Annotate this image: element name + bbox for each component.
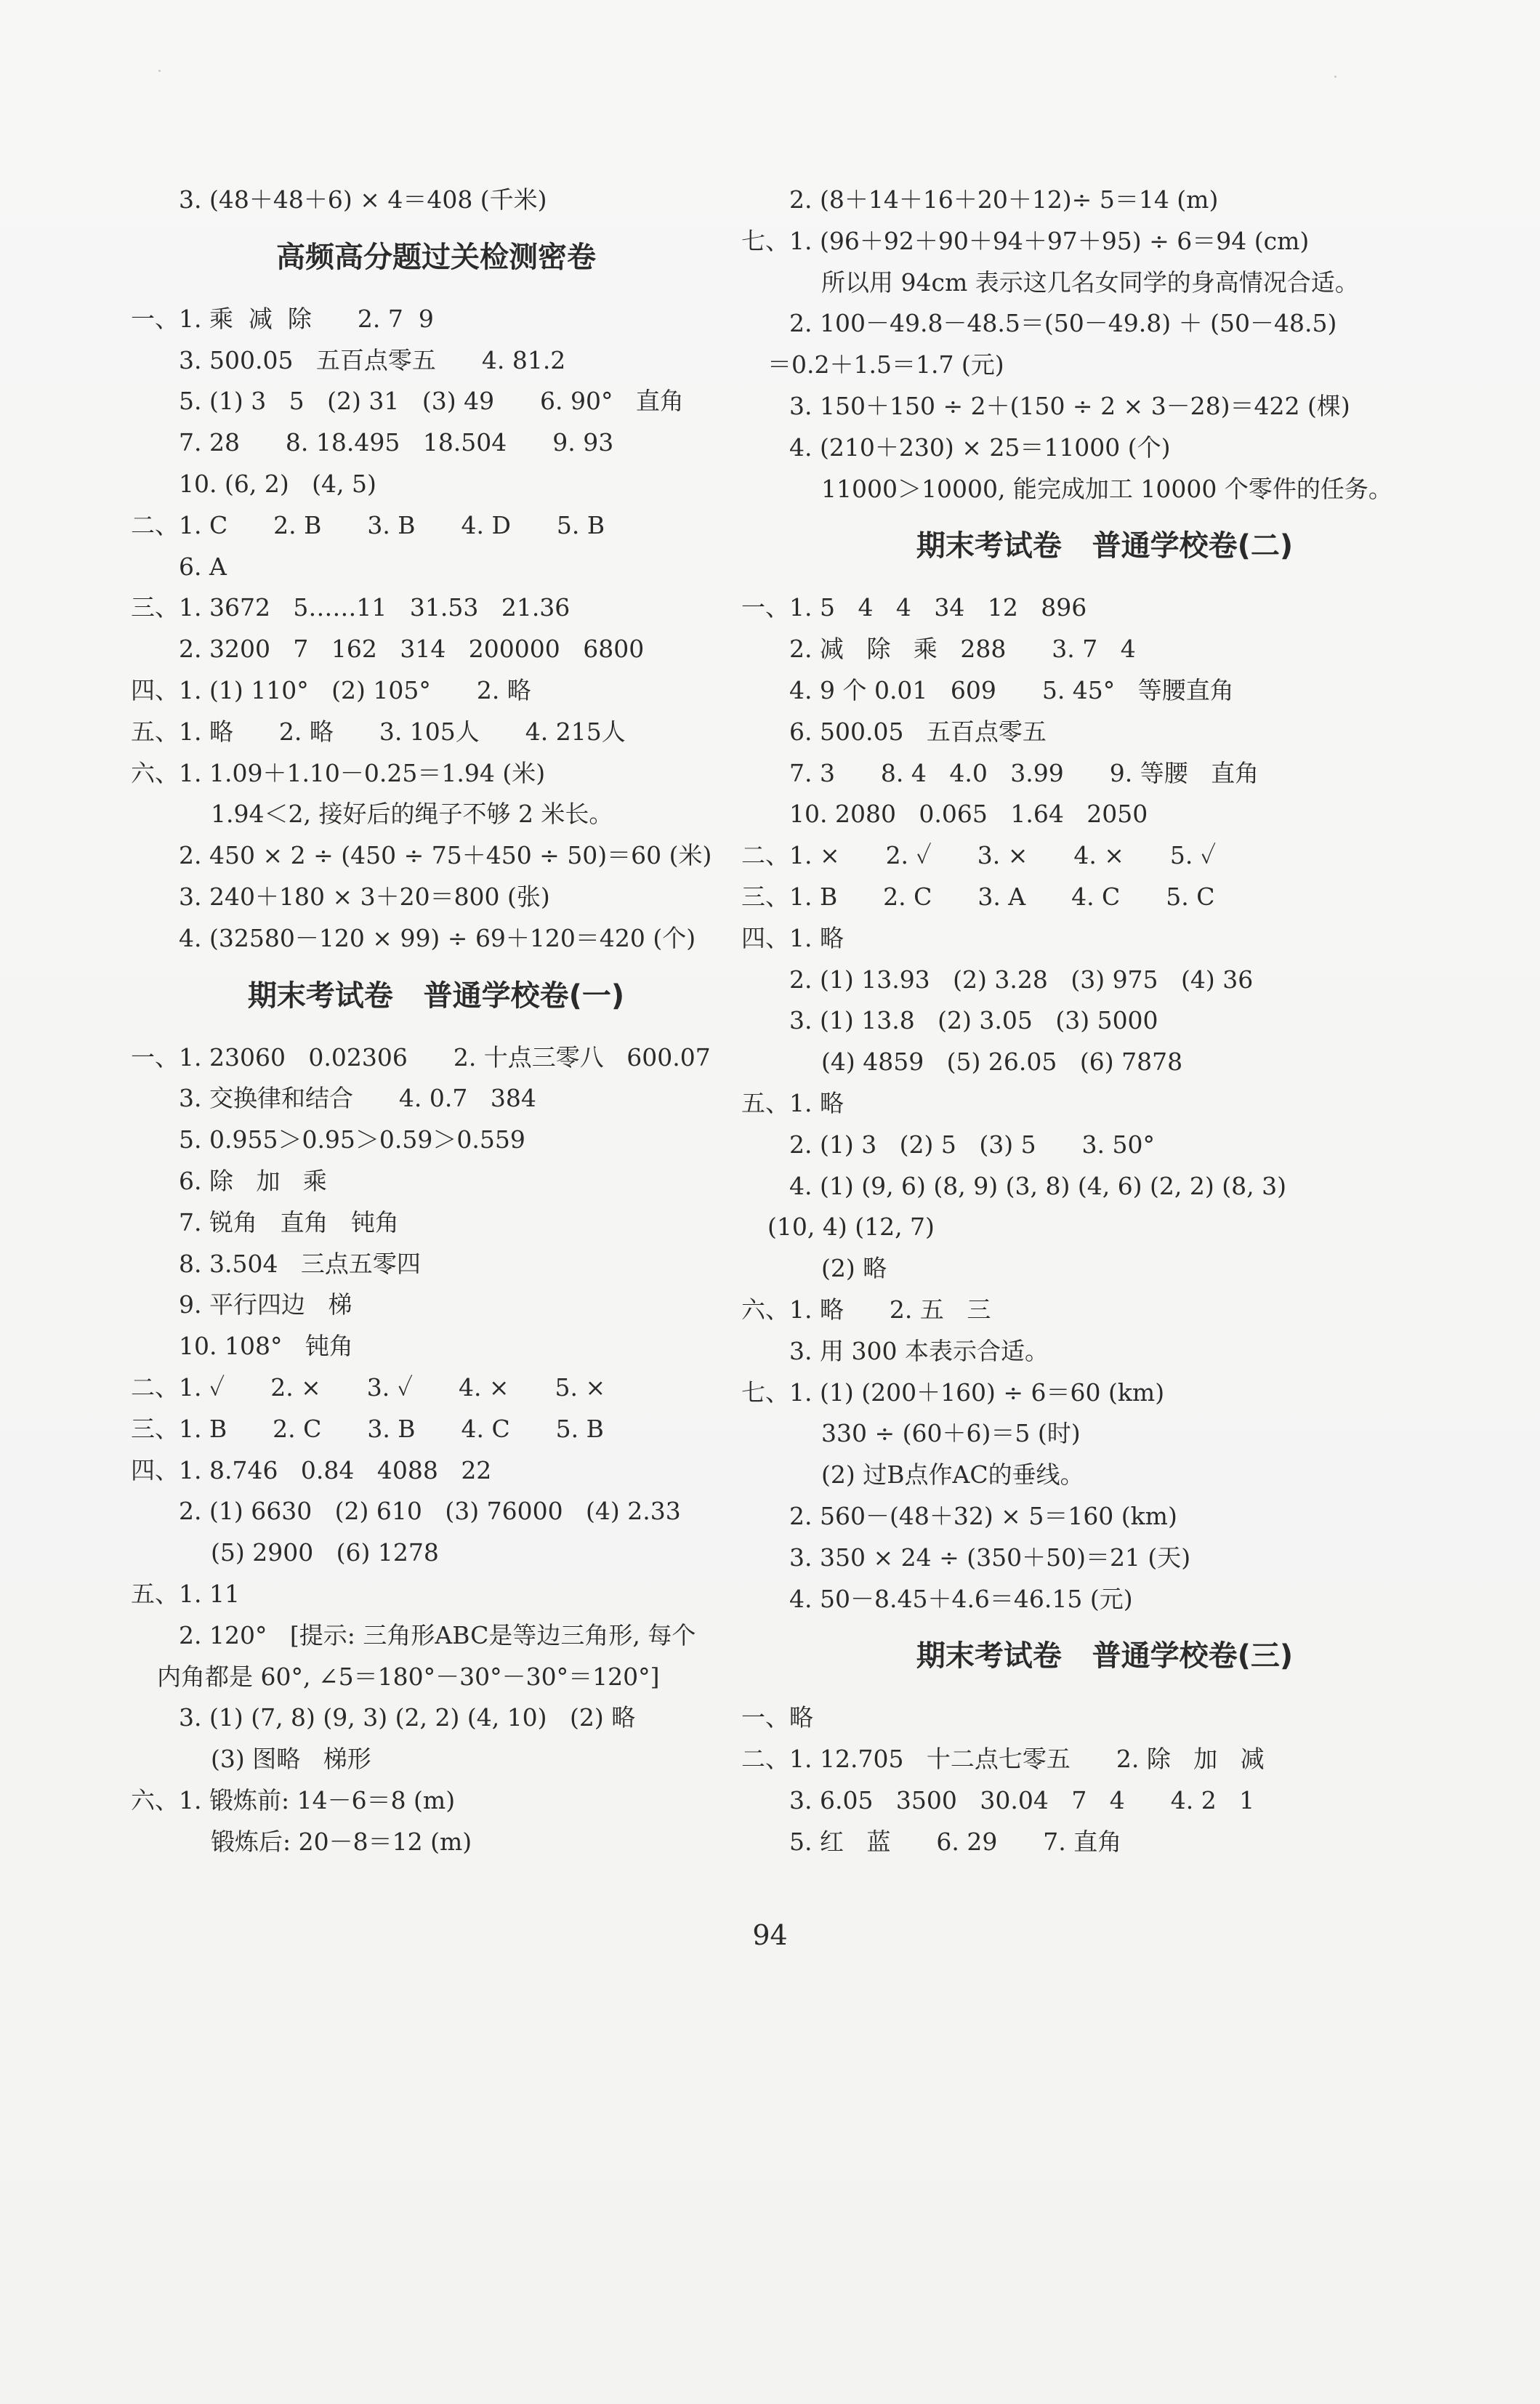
answer-line: 2. 450 × 2 ÷ (450 ÷ 75＋450 ÷ 50)＝60 (米) <box>179 841 712 870</box>
answer-line: (5) 2900 (6) 1278 <box>211 1538 439 1567</box>
section-heading: 高频高分题过关检测密卷 <box>276 240 596 274</box>
answer-line: 六、1. 锻炼前: 14－6＝8 (m) <box>131 1786 456 1814</box>
answer-line: 7. 锐角 直角 钝角 <box>179 1207 399 1237</box>
answer-line: 4. (210＋230) × 25＝11000 (个) <box>789 433 1171 462</box>
answer-line: 锻炼后: 20－8＝12 (m) <box>211 1827 472 1856</box>
answer-line: 6. 除 加 乘 <box>179 1167 327 1195</box>
answer-line: (3) 图略 梯形 <box>211 1745 371 1774</box>
answer-line: 3. (1) (7, 8) (9, 3) (2, 2) (4, 10) (2) 略 <box>179 1703 636 1732</box>
answer-line: 8. 3.504 三点五零四 <box>179 1249 421 1278</box>
answer-line: 二、1. 12.705 十二点七零五 2. 除 加 减 <box>741 1745 1265 1774</box>
answer-line: 四、1. 略 <box>741 923 844 952</box>
answer-line: (2) 过B点作AC的垂线。 <box>821 1460 1084 1490</box>
answer-line: 所以用 94cm 表示这几名女同学的身高情况合适。 <box>821 268 1359 297</box>
answer-line: 二、1. ✓ 2. × 3. ✓ 4. × 5. × <box>131 1373 606 1402</box>
answer-line: 3. 150＋150 ÷ 2＋(150 ÷ 2 × 3－28)＝422 (棵) <box>789 392 1350 420</box>
scan-speck <box>158 70 161 72</box>
answer-line: 4. (32580－120 × 99) ÷ 69＋120＝420 (个) <box>179 923 696 952</box>
answer-line: 一、1. 5 4 4 34 12 896 <box>741 593 1087 622</box>
answer-line: 三、1. B 2. C 3. B 4. C 5. B <box>131 1414 604 1443</box>
scan-speck <box>1334 76 1337 78</box>
answer-line: 七、1. (1) (200＋160) ÷ 6＝60 (km) <box>741 1378 1165 1407</box>
answer-line: 四、1. 8.746 0.84 4088 22 <box>131 1455 492 1484</box>
answer-line: 二、1. × 2. ✓ 3. × 4. × 5. ✓ <box>741 841 1217 870</box>
answer-line: 六、1. 略 2. 五 三 <box>741 1295 991 1324</box>
answer-line: 2. 减 除 乘 288 3. 7 4 <box>789 635 1136 664</box>
answer-line: 二、1. C 2. B 3. B 4. D 5. B <box>131 510 605 539</box>
answer-line: 330 ÷ (60＋6)＝5 (时) <box>821 1419 1081 1448</box>
answer-line: 1.94＜2, 接好后的绳子不够 2 米长。 <box>211 800 613 829</box>
answer-line: 一、略 <box>741 1703 813 1732</box>
answer-line: 4. 9 个 0.01 609 5. 45° 等腰直角 <box>789 676 1234 704</box>
answer-line: 3. (1) 13.8 (2) 3.05 (3) 5000 <box>789 1006 1158 1035</box>
answer-line: 10. (6, 2) (4, 5) <box>179 470 376 498</box>
section-heading: 期末考试卷 普通学校卷(三) <box>916 1639 1294 1673</box>
answer-line: 6. 500.05 五百点零五 <box>789 717 1047 746</box>
answer-line: 2. 100－49.8－48.5＝(50－49.8) ＋ (50－48.5) <box>789 309 1337 338</box>
answer-line: 7. 3 8. 4 4.0 3.99 9. 等腰 直角 <box>789 758 1259 787</box>
answer-line: 2. (1) 6630 (2) 610 (3) 76000 (4) 2.33 <box>179 1497 681 1526</box>
answer-line: 3. 交换律和结合 4. 0.7 384 <box>179 1084 536 1113</box>
answer-line: ＝0.2＋1.5＝1.7 (元) <box>767 350 1004 379</box>
answer-line: 10. 108° 钝角 <box>179 1332 353 1361</box>
answer-line: 一、1. 乘 减 除 2. 7 9 <box>131 304 434 333</box>
answer-line: 2. 3200 7 162 314 200000 6800 <box>179 635 645 664</box>
answer-line: 10. 2080 0.065 1.64 2050 <box>789 800 1148 829</box>
answer-line: 内角都是 60°, ∠5＝180°－30°－30°＝120°] <box>157 1662 660 1691</box>
answer-line: (10, 4) (12, 7) <box>767 1213 935 1242</box>
answer-line: 3. 240＋180 × 3＋20＝800 (张) <box>179 883 550 911</box>
section-heading: 期末考试卷 普通学校卷(一) <box>247 978 625 1013</box>
answer-line: 2. (1) 3 (2) 5 (3) 5 3. 50° <box>789 1130 1156 1159</box>
answer-line: 3. 500.05 五百点零五 4. 81.2 <box>179 345 566 374</box>
answer-line: 4. 50－8.45＋4.6＝46.15 (元) <box>789 1584 1133 1613</box>
page-number: 94 <box>752 1919 788 1951</box>
answer-line: 3. 6.05 3500 30.04 7 4 4. 2 1 <box>789 1786 1255 1814</box>
answer-line: 3. 用 300 本表示合适。 <box>789 1336 1049 1365</box>
answer-line: 7. 28 8. 18.495 18.504 9. 93 <box>179 428 614 457</box>
answer-line: (4) 4859 (5) 26.05 (6) 7878 <box>821 1048 1183 1077</box>
section-heading: 期末考试卷 普通学校卷(二) <box>916 529 1294 563</box>
answer-line: (2) 略 <box>821 1254 887 1283</box>
answer-line: 5. 红 蓝 6. 29 7. 直角 <box>789 1827 1122 1856</box>
answer-line: 2. (8＋14＋16＋20＋12)÷ 5＝14 (m) <box>789 185 1219 214</box>
answer-line: 六、1. 1.09＋1.10－0.25＝1.94 (米) <box>131 758 546 787</box>
answer-line: 三、1. 3672 5……11 31.53 21.36 <box>131 593 571 622</box>
answer-line: 11000＞10000, 能完成加工 10000 个零件的任务。 <box>821 474 1392 503</box>
answer-line: 三、1. B 2. C 3. A 4. C 5. C <box>741 883 1215 911</box>
answer-line: 9. 平行四边 梯 <box>179 1290 352 1319</box>
answer-line: 6. A <box>179 552 227 581</box>
answer-line: 3. 350 × 24 ÷ (350＋50)＝21 (天) <box>789 1543 1191 1572</box>
answer-line: 2. (1) 13.93 (2) 3.28 (3) 975 (4) 36 <box>789 965 1254 994</box>
answer-line: 4. (1) (9, 6) (8, 9) (3, 8) (4, 6) (2, 2) (8, 3) <box>789 1171 1286 1200</box>
answer-line: 五、1. 略 2. 略 3. 105人 4. 215人 <box>131 717 626 746</box>
answer-line: 七、1. (96＋92＋90＋94＋97＋95) ÷ 6＝94 (cm) <box>741 226 1310 255</box>
answer-line: 5. 0.955＞0.95＞0.59＞0.559 <box>179 1125 525 1154</box>
answer-line: 五、1. 略 <box>741 1089 844 1117</box>
answer-line: 四、1. (1) 110° (2) 105° 2. 略 <box>131 676 531 704</box>
answer-line: 2. 120° [提示: 三角形ABC是等边三角形, 每个 <box>179 1620 696 1649</box>
answer-line: 3. (48＋48＋6) × 4＝408 (千米) <box>179 185 547 214</box>
answer-line: 2. 560－(48＋32) × 5＝160 (km) <box>789 1502 1177 1530</box>
answer-line: 5. (1) 3 5 (2) 31 (3) 49 6. 90° 直角 <box>179 387 684 416</box>
answer-line: 五、1. 11 <box>131 1580 240 1608</box>
answer-line: 一、1. 23060 0.02306 2. 十点三零八 600.07 <box>131 1042 711 1072</box>
